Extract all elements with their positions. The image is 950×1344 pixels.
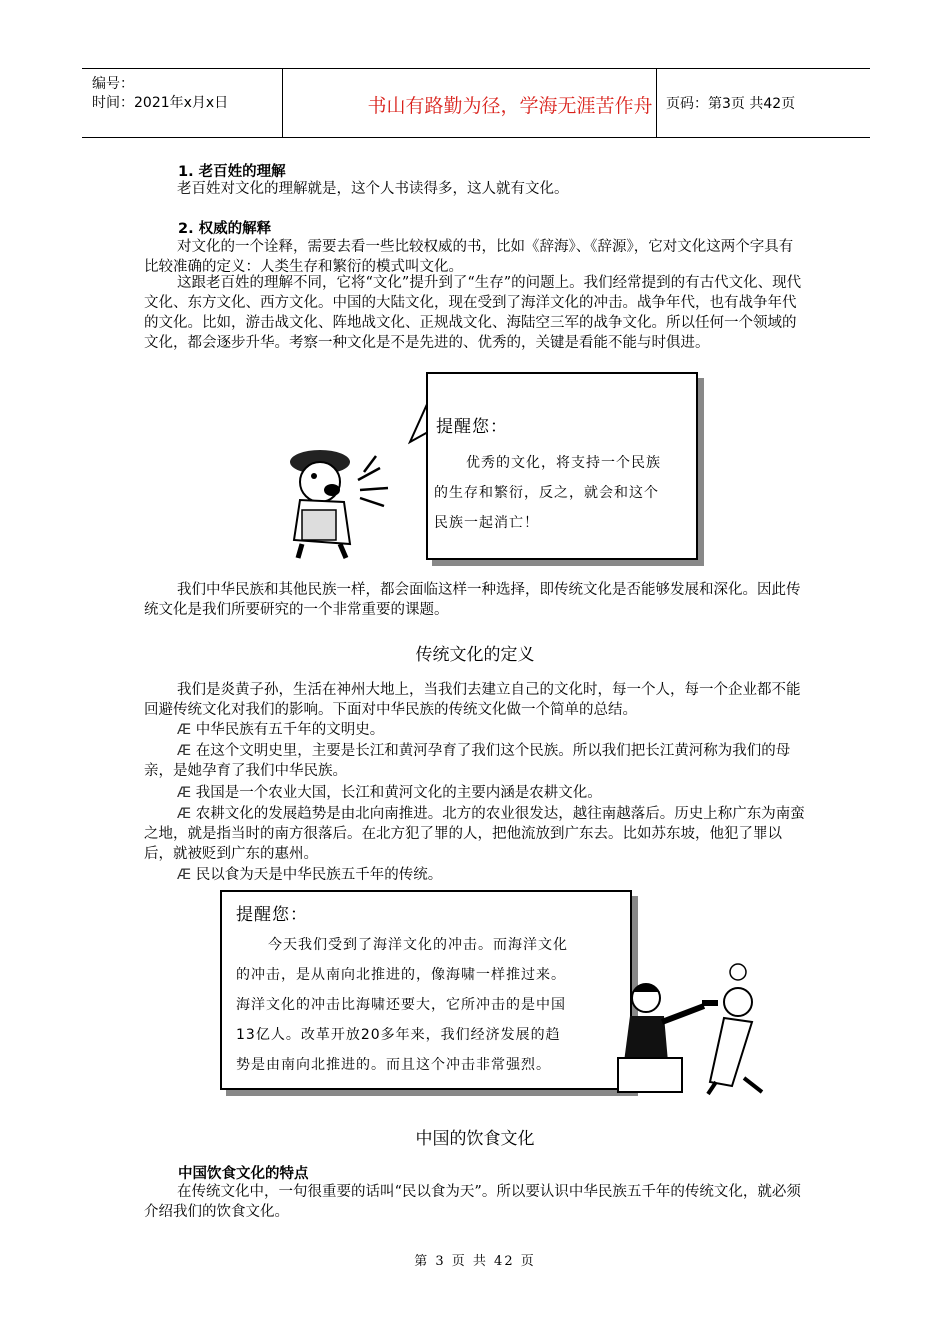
bullet-text: 农耕文化的发展趋势是由北向南推进。北方的农业很发达，越往南越落后。历史上称广东为南蛮之地，就是指当时的南方很落后。在北方犯了罪的人，把他流放到广东去。比如苏东坡，他犯了罪以后，就被贬到广东的惠州。 <box>144 806 805 862</box>
reminder-line: 优秀的文化，将支持一个民族 <box>466 455 661 471</box>
reminder-line: 海洋文化的冲击比海啸还要大，它所冲击的是中国 <box>236 997 566 1013</box>
reminder-line: 今天我们受到了海洋文化的冲击。而海洋文化 <box>268 937 568 953</box>
bullet-marker: Æ <box>177 743 192 759</box>
paragraph: 老百姓对文化的理解就是，这个人书读得多，这人就有文化。 <box>177 181 569 197</box>
reminder-line: 民族一起消亡！ <box>434 515 539 531</box>
section-heading-2: 2. 权威的解释 <box>178 221 272 237</box>
reminder-callout-2 <box>220 890 635 1095</box>
reminder-callout-1 <box>408 372 704 562</box>
bullet-text: 在这个文明史里，主要是长江和黄河孕育了我们这个民族。所以我们把长江黄河称为我们的母亲，是她孕育了我们中华民族。 <box>144 743 791 779</box>
bullet-marker: Æ <box>177 722 192 738</box>
bullet-item <box>144 865 806 885</box>
header-meta <box>92 75 228 113</box>
section-heading-1: 1. 老百姓的理解 <box>178 164 286 180</box>
subsection-heading: 中国饮食文化的特点 <box>178 1166 309 1182</box>
shouting-man-illustration <box>280 440 420 560</box>
bullet-marker: Æ <box>177 867 192 883</box>
paragraph: 我们中华民族和其他民族一样，都会面临这样一种选择，即传统文化是否能够发展和深化。因此传统文化是我们所要研究的一个非常重要的课题。 <box>144 582 801 618</box>
bullet-marker: Æ <box>177 806 192 822</box>
bullet-item <box>144 720 806 740</box>
header-motto: 书山有路勤为径，学海无涯苦作舟 <box>367 95 653 117</box>
bullet-item <box>144 741 806 781</box>
reminder-line: 的冲击，是从南向北推进的，像海啸一样推过来。 <box>236 967 566 983</box>
section-title-traditional: 传统文化的定义 <box>415 645 535 665</box>
section-title-diet: 中国的饮食文化 <box>415 1129 535 1149</box>
header-page-info: 页码：第3页 共42页 <box>666 96 796 112</box>
paragraph: 对文化的一个诠释，需要去看一些比较权威的书，比如《辞海》、《辞源》，它对文化这两个字具有比较准确的定义：人类生存和繁衍的模式叫文化。 <box>144 239 794 275</box>
reminder-title: 提醒您： <box>436 417 508 437</box>
pointing-man-illustration <box>612 962 772 1097</box>
bullet-text: 我国是一个农业大国，长江和黄河文化的主要内涵是农耕文化。 <box>195 785 602 801</box>
doc-date: 时间：2021年x月x日 <box>92 95 229 111</box>
paragraph: 我们是炎黄子孙，生活在神州大地上，当我们去建立自己的文化时，每一个人，每一个企业都不能回避传统文化对我们的影响。下面对中华民族的传统文化做一个简单的总结。 <box>144 682 801 718</box>
paragraph: 在传统文化中，一句很重要的话叫“民以食为天”。所以要认识中华民族五千年的传统文化，就必须介绍我们的饮食文化。 <box>144 1184 801 1220</box>
reminder-line: 13亿人。改革开放20多年来，我们经济发展的趋 <box>236 1027 561 1043</box>
bullet-text: 民以食为天是中华民族五千年的传统。 <box>195 867 443 883</box>
reminder-title: 提醒您： <box>236 905 308 925</box>
page-footer: 第 3 页 共 42 页 <box>414 1254 536 1269</box>
doc-number-label: 编号： <box>92 76 134 92</box>
reminder-line: 势是由南向北推进的。而且这个冲击非常强烈。 <box>236 1057 551 1073</box>
bullet-item <box>144 783 806 803</box>
paragraph: 这跟老百姓的理解不同，它将“文化”提升到了“生存”的问题上。我们经常提到的有古代文化、现代文化、东方文化、西方文化。中国的大陆文化，现在受到了海洋文化的冲击。战争年代，也有战争年代的文化。比如，游击战文化、阵地战文化、正规战文化、海陆空三军的战争文化。所以任何一个领域的文化，都会逐步升华。考察一种文化是不是先进的、优秀的，关键是看能不能与时俱进。 <box>144 275 802 351</box>
bullet-marker: Æ <box>177 785 192 801</box>
bullet-item <box>144 804 806 864</box>
page-header <box>82 68 870 138</box>
bullet-text: 中华民族有五千年的文明史。 <box>195 722 385 738</box>
reminder-line: 的生存和繁衍，反之，就会和这个 <box>434 485 659 501</box>
